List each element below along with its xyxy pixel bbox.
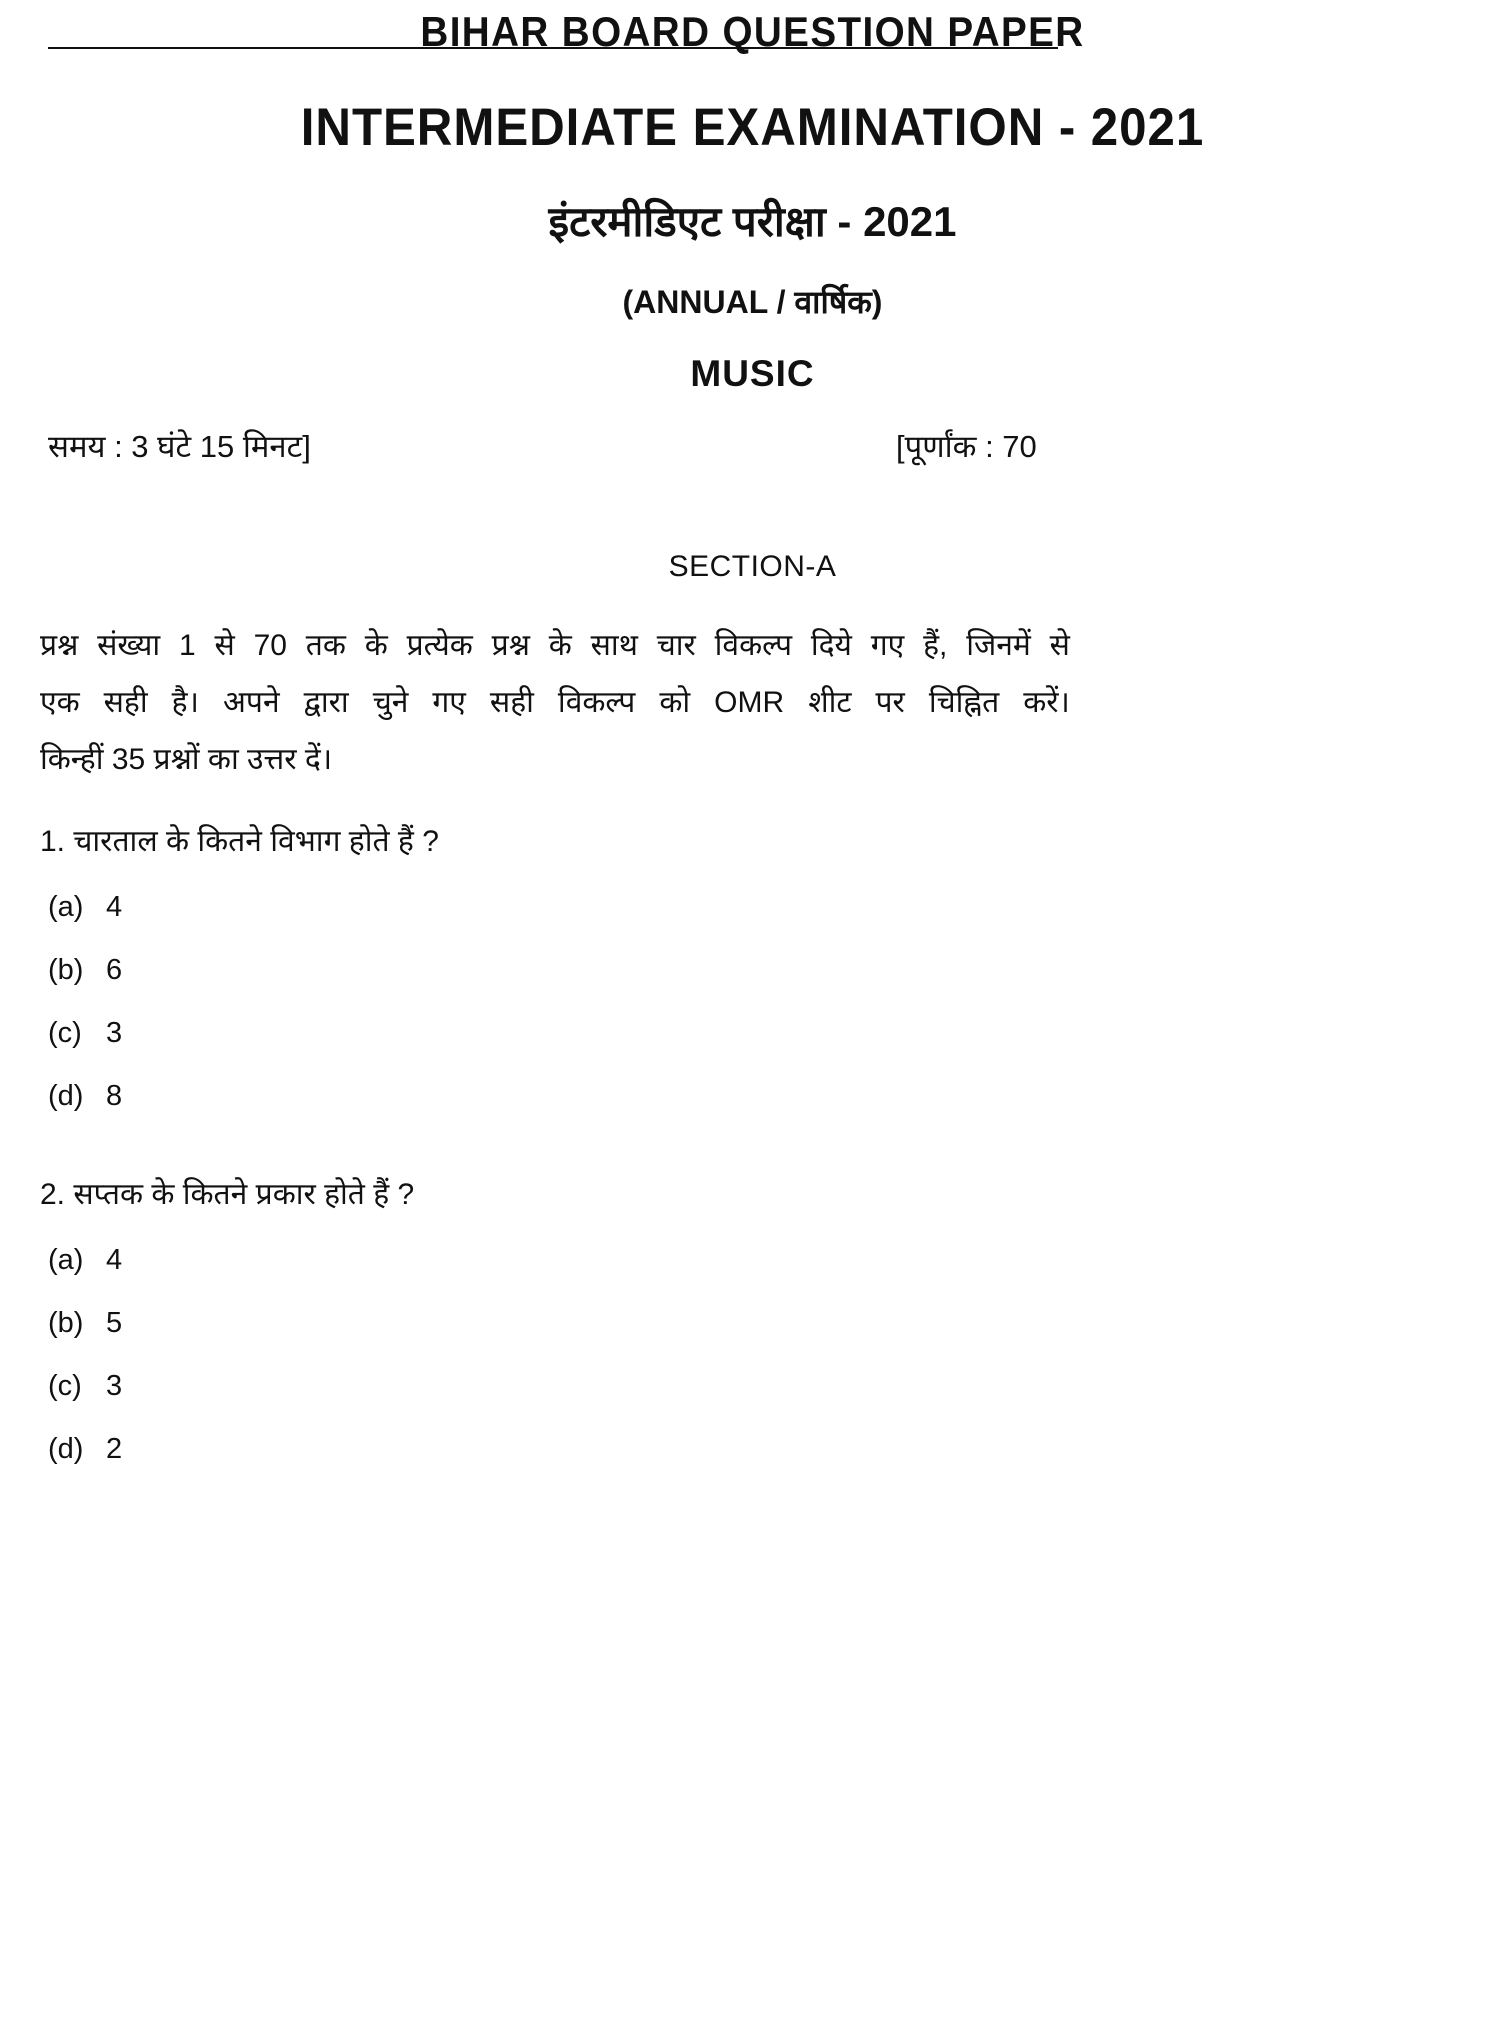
exam-title-hindi: इंटरमीडिएट परीक्षा - 2021 (548, 198, 957, 245)
instruction-word: 1 (178, 629, 196, 662)
question-text: 1. चारताल के कितने विभाग होते हैं ? (40, 825, 439, 858)
instruction-word: चार (656, 629, 696, 662)
option-label: (c) (48, 1017, 82, 1049)
subject-title: MUSIC (690, 353, 815, 394)
question-option[interactable] (40, 1241, 1140, 1279)
question-option[interactable] (40, 951, 1140, 989)
instruction-word: विकल्प (714, 629, 793, 662)
instruction-line (40, 617, 1070, 674)
option-value: 4 (106, 1244, 123, 1276)
instruction-word: गए (432, 686, 466, 719)
board-title: BIHAR BOARD QUESTION PAPER (420, 8, 1085, 55)
instruction-word: प्रश्न (491, 629, 530, 662)
instruction-word: संख्या (97, 629, 161, 662)
option-label: (b) (48, 954, 84, 986)
instruction-word: विकल्प (557, 686, 636, 719)
instruction-word: तक (305, 629, 346, 662)
instruction-word: सही (103, 686, 148, 719)
instruction-word: प्रत्येक (406, 629, 473, 662)
option-label: (b) (48, 1307, 84, 1339)
question-option[interactable] (40, 1014, 1140, 1052)
instruction-word: प्रश्न (40, 629, 79, 662)
instruction-word: एक (40, 686, 80, 719)
option-label: (c) (48, 1370, 82, 1402)
question-option[interactable] (40, 1077, 1140, 1115)
option-value: 2 (106, 1433, 123, 1465)
instructions-block (40, 617, 1070, 788)
instruction-word: हैं, (923, 629, 948, 662)
exam-title-english: INTERMEDIATE EXAMINATION - 2021 (300, 98, 1205, 157)
exam-duration: समय : 3 घंटे 15 मिनट] (48, 429, 311, 464)
instruction-word: साथ (590, 629, 638, 662)
instruction-word: से (214, 629, 235, 662)
question-option[interactable] (40, 888, 1140, 926)
exam-meta-row (48, 425, 1056, 477)
instruction-word: 70 (253, 629, 287, 662)
instruction-line: किन्हीं 35 प्रश्नों का उत्तर दें। (40, 743, 333, 776)
instruction-word: OMR (714, 686, 785, 719)
instruction-word: सही (489, 686, 534, 719)
instruction-word: को (659, 686, 691, 719)
exam-full-marks: [पूर्णांक : 70 (896, 429, 1037, 464)
instruction-word: शीट (808, 686, 852, 719)
option-value: 3 (106, 1017, 123, 1049)
instruction-word: द्वारा (303, 686, 349, 719)
option-value: 3 (106, 1370, 123, 1402)
instruction-word: जिनमें (966, 629, 1031, 662)
option-value: 4 (106, 891, 123, 923)
meta-divider-rule (48, 47, 1058, 49)
instruction-word: चिह्नित (928, 686, 1000, 719)
option-label: (a) (48, 891, 84, 923)
questions-list (40, 822, 1140, 1528)
option-value: 5 (106, 1307, 123, 1339)
instruction-word: के (548, 629, 572, 662)
option-label: (d) (48, 1080, 84, 1112)
option-value: 6 (106, 954, 123, 986)
instruction-word: करें। (1023, 686, 1070, 719)
instruction-word: गए (870, 629, 905, 662)
question-text: 2. सप्तक के कितने प्रकार होते हैं ? (40, 1178, 415, 1211)
question-option[interactable] (40, 1304, 1140, 1342)
exam-mode-label: (ANNUAL / वार्षिक) (622, 284, 883, 320)
instruction-word: है। (171, 686, 199, 719)
question-option[interactable] (40, 1367, 1140, 1405)
instruction-word: के (364, 629, 388, 662)
instruction-word: दिये (810, 629, 852, 662)
instruction-word: चुने (372, 686, 409, 719)
instruction-word: पर (875, 686, 905, 719)
instruction-word: अपने (222, 686, 280, 719)
instruction-line (40, 674, 1070, 731)
section-heading: SECTION-A (668, 550, 837, 583)
question-block (40, 822, 1140, 1115)
question-option[interactable] (40, 1430, 1140, 1468)
question-block (40, 1175, 1140, 1468)
instruction-word: से (1049, 629, 1070, 662)
option-label: (d) (48, 1433, 84, 1465)
option-value: 8 (106, 1080, 123, 1112)
option-label: (a) (48, 1244, 84, 1276)
